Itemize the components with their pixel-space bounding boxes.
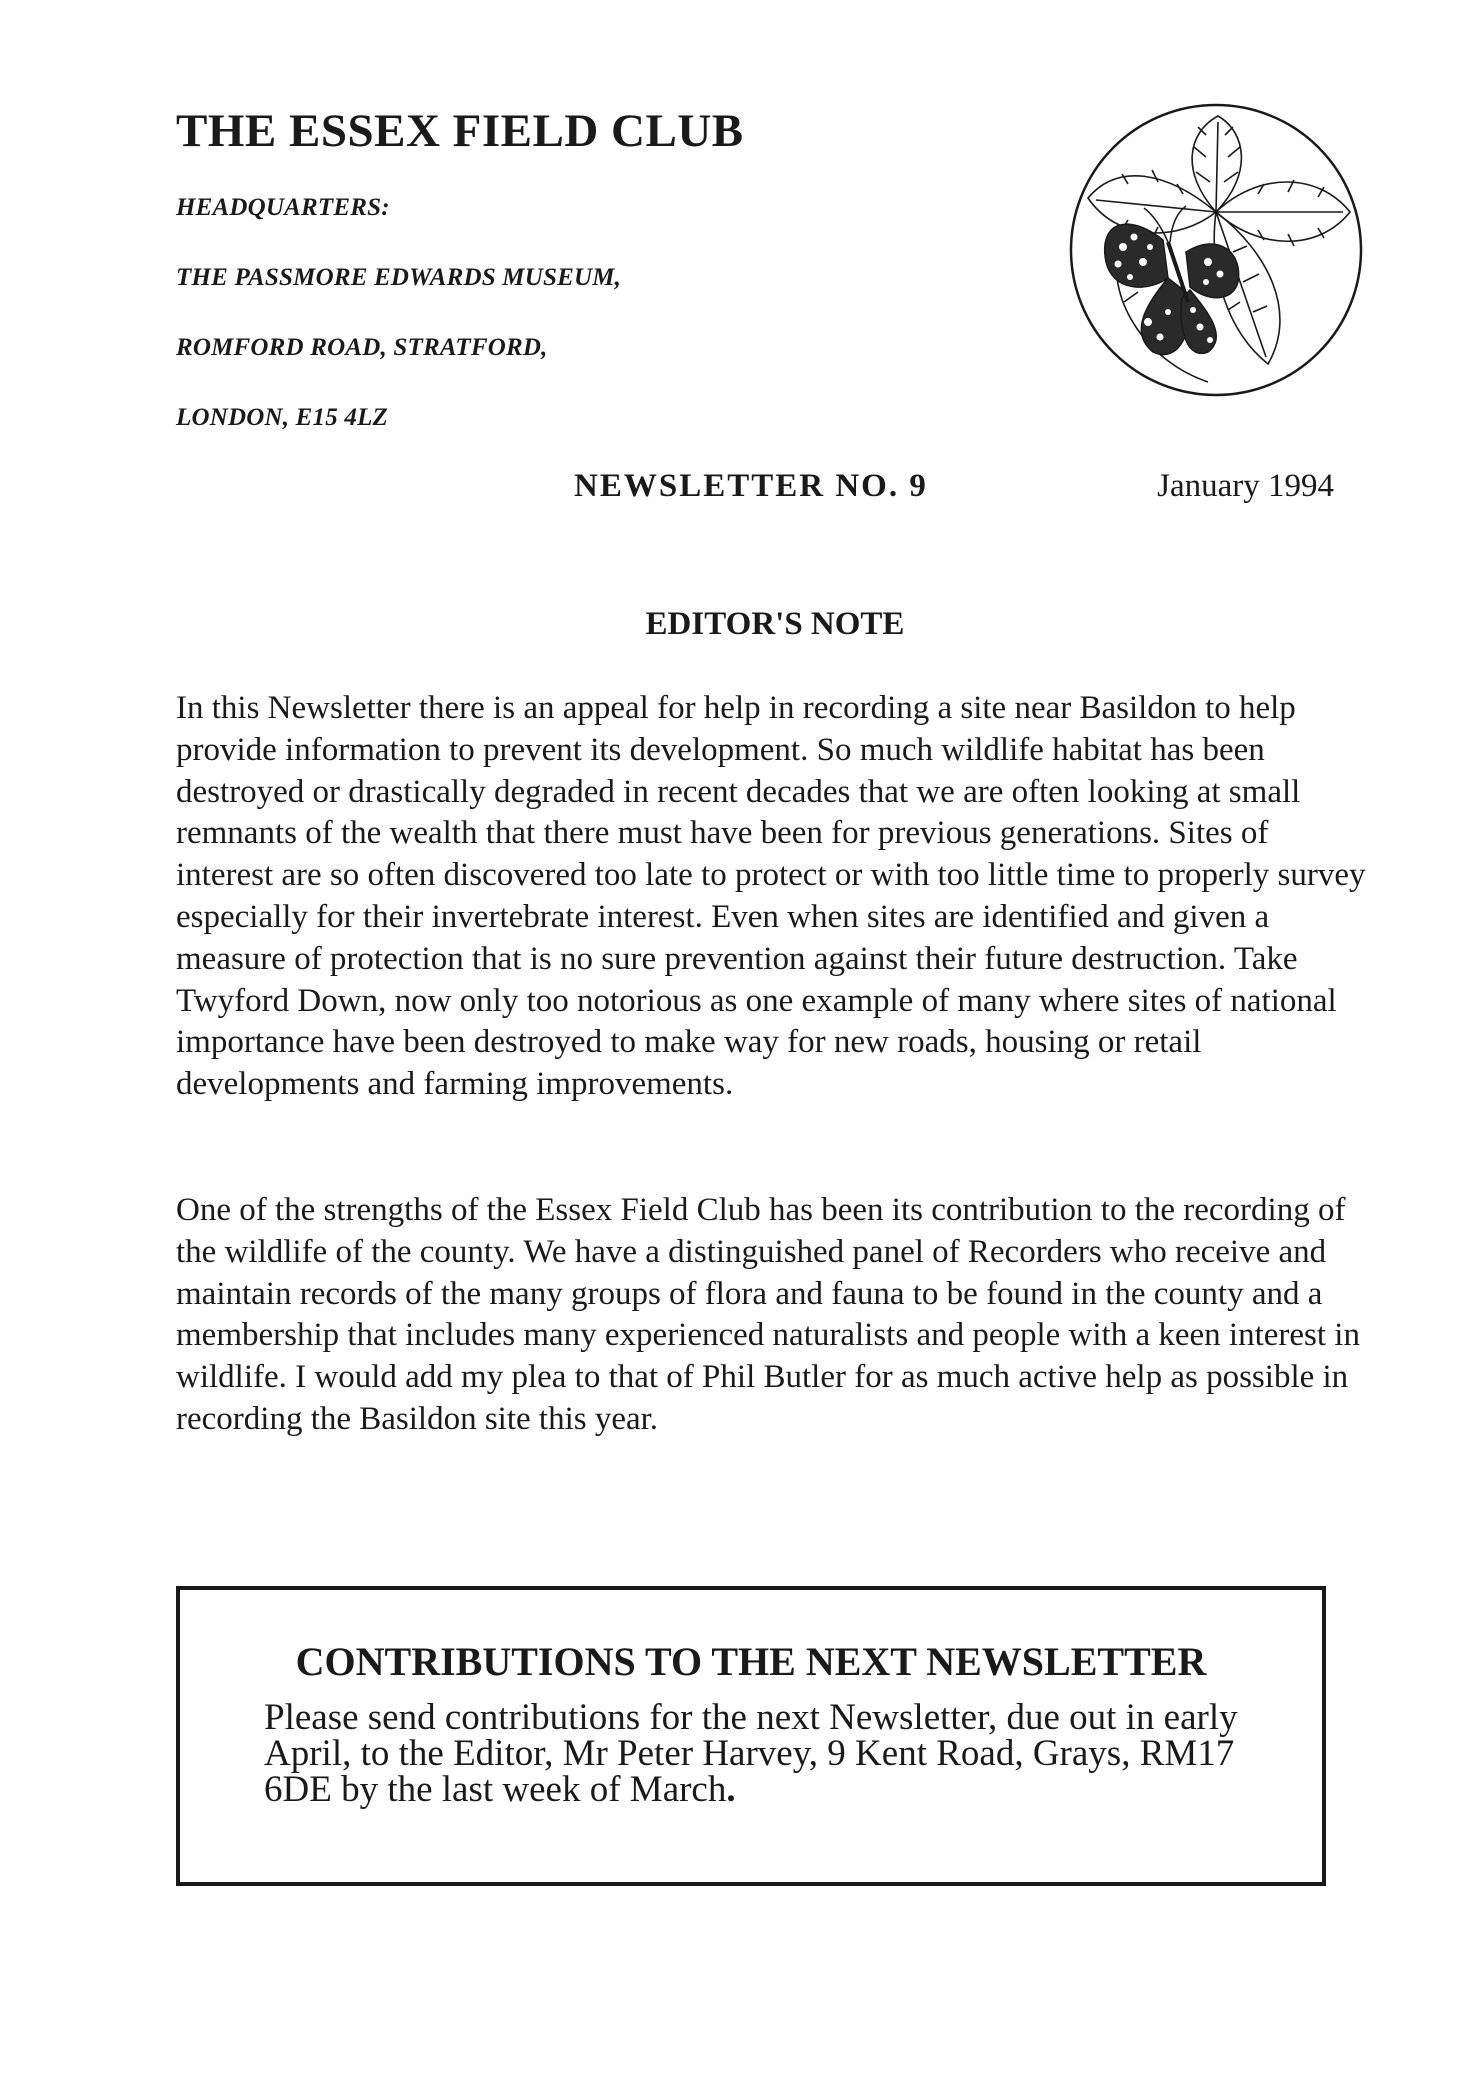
- contributions-box: [176, 1586, 1326, 1886]
- address-line-city: LONDON, E15 4LZ: [176, 404, 389, 431]
- address-line-road: ROMFORD ROAD, STRATFORD,: [176, 334, 548, 361]
- issue-date: January 1994: [1157, 468, 1334, 504]
- contributions-body: Please send contributions for the next Newsletter, due out in early April, to the Editor, Mr Peter Harvey, 9 Kent Road, Grays, RM17 6DE by the last week of March: [264, 1697, 1238, 1810]
- editors-note-paragraph-1: In this Newsletter there is an appeal for help in recording a site near Basildon to help provide information to prevent its development. So much wildlife habitat has been destroyed or drastically degraded in recent decades that we are often looking at small remnants of the wealth that there must have been for previous generations. Sites of interest are so often discovered too late to protect or with too little time to properly survey especially for their invertebrate interest. Even when sites are identified and given a measure of protection that is no sure prevention against their future destruction. Take Twyford Down, now only too notorious as one example of many where sites of national importance have been destroyed to make way for new roads, housing or retail developments and farming improvements.: [176, 690, 1366, 1103]
- contributions-title: CONTRIBUTIONS TO THE NEXT NEWSLETTER: [295, 1639, 1207, 1684]
- club-title: THE ESSEX FIELD CLUB: [176, 105, 744, 157]
- address-line-museum: THE PASSMORE EDWARDS MUSEUM,: [176, 264, 622, 291]
- editors-note-paragraph-2: One of the strengths of the Essex Field Club has been its contribution to the recording of the wildlife of the county. We have a distinguished panel of Recorders who receive and maintain records of the many groups of flora and fauna to be found in the county and a membership that includes many experienced naturalists and people with a keen interest in wildlife. I would add my plea to that of Phil Butler for as much active help as possible in recording the Basildon site this year.: [176, 1192, 1360, 1437]
- contributions-end-mark: .: [726, 1769, 736, 1810]
- address-line-headquarters: HEADQUARTERS:: [176, 194, 390, 221]
- editors-note-heading: EDITOR'S NOTE: [645, 606, 905, 642]
- newsletter-number: NEWSLETTER NO. 9: [574, 468, 928, 504]
- contributions-text: [264, 1697, 1274, 1810]
- butterfly-on-leaves-emblem-icon: [1068, 102, 1364, 398]
